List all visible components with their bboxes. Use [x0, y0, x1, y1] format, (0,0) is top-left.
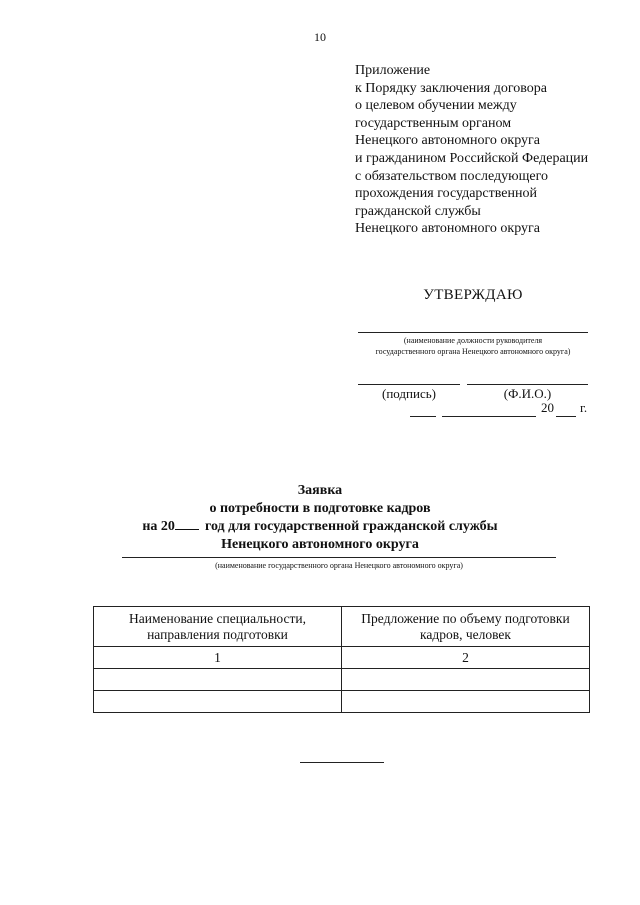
appendix-line: и гражданином Российской Федерации	[355, 150, 589, 166]
date-day-line	[410, 416, 436, 417]
appendix-line: с обязательством последующего	[355, 168, 548, 184]
appendix-line: государственным органом	[355, 115, 512, 131]
table-header-row	[94, 607, 590, 647]
date-month-line	[442, 416, 536, 417]
name-label: (Ф.И.О.)	[503, 386, 552, 401]
table-row	[94, 669, 590, 691]
date-year-prefix: 20	[541, 400, 554, 415]
position-line	[358, 332, 588, 333]
appendix-line: Ненецкого автономного округа	[355, 133, 540, 149]
approval-title: УТВЕРЖДАЮ	[423, 287, 523, 303]
table-number-row	[94, 647, 590, 669]
signature-label: (подпись)	[382, 386, 436, 401]
position-caption	[350, 335, 596, 357]
appendix-line: о целевом обучении между	[355, 98, 517, 114]
org-line	[122, 557, 556, 558]
request-title: Заявка	[297, 483, 343, 498]
appendix-line: Ненецкого автономного округа	[355, 221, 540, 237]
signature-line	[358, 384, 460, 385]
table-col-number: 2	[342, 647, 590, 669]
page-number: 10	[314, 30, 326, 44]
appendix-line: прохождения государственной	[355, 186, 537, 202]
position-caption-line: государственного органа Ненецкого автономного округа)	[375, 347, 571, 356]
header-line: Предложение по объему подготовки	[361, 610, 570, 626]
request-region: Ненецкого автономного округа	[221, 536, 419, 552]
appendix-block	[355, 62, 588, 238]
appendix-line: гражданской службы	[355, 203, 481, 219]
request-year-prefix: на 20	[142, 519, 175, 534]
header-line: направления подготовки	[147, 626, 288, 642]
request-year-line	[0, 517, 640, 536]
date-year-suffix: г.	[580, 400, 588, 415]
table-cell[interactable]	[94, 669, 342, 691]
table-cell[interactable]	[342, 669, 590, 691]
end-line	[300, 762, 384, 763]
request-year-blank	[175, 517, 199, 530]
table-col-number: 1	[94, 647, 342, 669]
name-line	[467, 384, 588, 385]
table-row	[94, 691, 590, 713]
header-line: кадров, человек	[420, 626, 511, 642]
position-caption-line: (наименование должности руководителя	[403, 336, 543, 345]
table-header-specialty	[94, 607, 342, 647]
header-line: Наименование специальности,	[129, 610, 306, 626]
date-year-line	[556, 416, 576, 417]
table-cell[interactable]	[94, 691, 342, 713]
request-subtitle: о потребности в подготовке кадров	[209, 500, 431, 516]
request-table	[93, 606, 590, 713]
appendix-line: Приложение	[355, 63, 431, 78]
table-header-volume	[342, 607, 590, 647]
request-title-block	[0, 482, 640, 553]
org-caption: (наименование государственного органа Ненецкого автономного округа)	[215, 561, 463, 570]
appendix-line: к Порядку заключения договора	[355, 80, 547, 96]
request-year-suffix: год для государственной гражданской службы	[204, 519, 498, 534]
table-cell[interactable]	[342, 691, 590, 713]
